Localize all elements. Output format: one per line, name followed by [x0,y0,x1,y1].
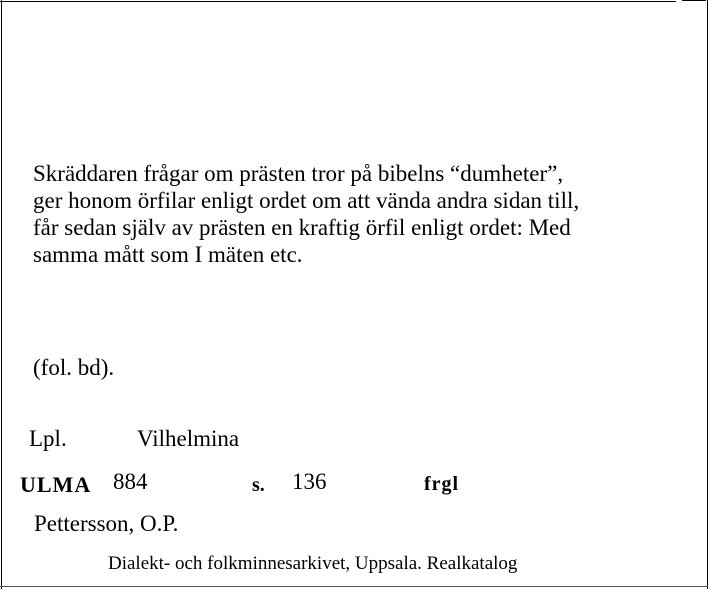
summary-line: Skräddaren frågar om prästen tror på bibelns “dumheter”, [33,161,564,186]
card-top-border [0,1,676,2]
archive-label: ULMA [20,472,92,497]
recorder-name: Pettersson, O.P. [34,511,179,536]
format-note: (fol. bd). [33,355,115,380]
landscape-label: Lpl. [29,426,67,451]
summary-line: ger honom örfilar enligt ordet om att vända andra sidan till, [33,188,580,213]
page-number: 136 [292,469,327,494]
summary-line: får sedan själv av prästen en kraftig örfil enligt ordet: Med [33,215,571,240]
story-summary [33,160,698,268]
place-name: Vilhelmina [137,426,240,451]
archive-footer: Dialekt- och folkminnesarkivet, Uppsala. Realkatalog [108,553,518,574]
summary-line: samma mått som I mäten etc. [33,242,303,267]
archive-number: 884 [113,469,148,494]
genre-code: frgl [424,473,460,495]
card-top-right-mark [682,0,706,1]
card-left-border [1,0,2,589]
card-bottom-border [0,586,708,587]
page-label: s. [252,474,265,496]
